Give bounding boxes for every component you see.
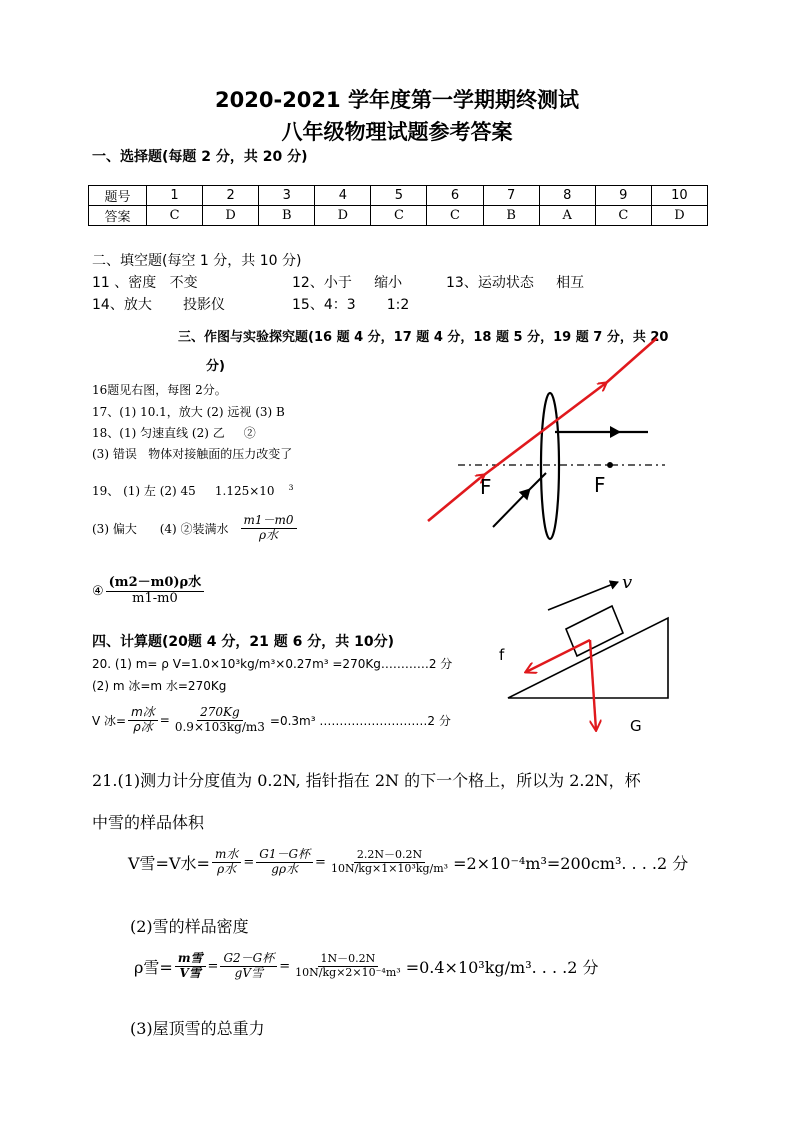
table-cell: C xyxy=(427,206,483,226)
refracted-ray-start xyxy=(428,478,480,521)
fraction-numerator: 270Kg xyxy=(197,706,243,721)
table-cell: B xyxy=(483,206,539,226)
table-row-answers xyxy=(89,206,708,226)
answer-q19b-text: (3) 偏大 (4) ②装满水 xyxy=(92,521,229,536)
table-cell: D xyxy=(651,206,707,226)
table-cell: 1 xyxy=(147,186,203,206)
table-header-answer: 答案 xyxy=(89,206,147,226)
focus-point-right xyxy=(607,462,613,468)
velocity-arrow xyxy=(548,582,618,610)
table-cell: 4 xyxy=(315,186,371,206)
answer-q21a: 21.(1)测力计分度值为 0.2N, 指针指在 2N 的下一个格上，所以为 2.2N，杯 xyxy=(92,771,641,790)
focus-label-right: F xyxy=(594,473,606,497)
answer-q21f: (3)屋顶雪的总重力 xyxy=(130,1019,265,1038)
answer-q21c-lhs: V雪=V水= xyxy=(128,853,210,873)
answer-q21b: 中雪的样品体积 xyxy=(92,813,205,832)
section3-label: 三、作图与实验探究题 xyxy=(178,330,309,345)
fraction-numerator: m1－m0 xyxy=(241,514,297,529)
fraction-q21e-2 xyxy=(220,952,277,981)
answer-q18a: 18、(1) 匀速直线 (2) 乙 ② xyxy=(92,426,256,440)
fraction-numerator: m冰 xyxy=(128,706,158,721)
fraction-denominator: gV雪 xyxy=(234,965,264,980)
section2-heading xyxy=(92,250,301,270)
answer-q20b: (2) m 冰=m 水=270Kg xyxy=(92,679,227,693)
section2-label: 二、填空题 xyxy=(92,253,162,269)
fraction-denominator: 10N/kg×1×10³kg/m³ xyxy=(330,861,449,875)
table-cell: 7 xyxy=(483,186,539,206)
table-row-numbers xyxy=(89,186,708,206)
answer-q15: 15、4：3 1:2 xyxy=(292,297,410,313)
answer-q21e-lhs: ρ雪= xyxy=(134,957,173,977)
answer-q19b xyxy=(92,514,299,543)
section4-heading xyxy=(92,631,394,651)
fraction-denominator: 0.9×103kg/m3 xyxy=(174,719,265,734)
answer-q18b: (3) 错误 物体对接触面的压力改变了 xyxy=(92,447,293,461)
friction-label: f xyxy=(499,646,505,664)
fraction-numerator: G2－G杯 xyxy=(220,952,277,967)
section3-note-cont: 分) xyxy=(206,359,225,374)
answer-q21d: (2)雪的样品密度 xyxy=(130,917,249,936)
table-cell: B xyxy=(259,206,315,226)
table-cell: 2 xyxy=(203,186,259,206)
fraction-q20c-1 xyxy=(128,706,158,735)
answer-q13: 13、运动状态 相互 xyxy=(446,275,585,291)
fraction-q21e-3 xyxy=(292,953,404,979)
black-ray-segment xyxy=(530,473,546,489)
table-cell: 3 xyxy=(259,186,315,206)
answer-q12: 12、小于 缩小 xyxy=(292,275,403,291)
answer-q19a-text: 19、 (1) 左 (2) 45 1.125×10 xyxy=(92,484,275,498)
table-cell: C xyxy=(371,206,427,226)
fraction-q21e-1 xyxy=(175,952,206,981)
answer-q16: 16题见右图，每图 2分。 xyxy=(92,383,227,397)
table-cell: 8 xyxy=(539,186,595,206)
fraction-numerator: m雪 xyxy=(175,952,206,967)
table-cell: A xyxy=(539,206,595,226)
black-ray-to-lens xyxy=(493,489,530,527)
fraction-q19b xyxy=(241,514,297,543)
table-header-number: 题号 xyxy=(89,186,147,206)
emergent-ray xyxy=(606,338,657,383)
answer-q19c xyxy=(92,576,206,607)
fraction-denominator: 10N/kg×2×10⁻⁴m³ xyxy=(295,965,401,979)
section1-label: 一、选择题 xyxy=(92,149,162,165)
fraction-denominator: ρ冰 xyxy=(133,719,153,734)
answer-q19c-prefix: ④ xyxy=(92,583,104,599)
answer-q20c-lhs: V 冰= xyxy=(92,713,127,728)
answer-q21c: V雪=V水= $\frac{\text{m水}}{\text{ρ水}}$ = $\frac{\text{G1－G杯}}{\text{gρ水}}$ = $\frac{2.2N-0.2N}{\text{10N/kg×1×10³kg/m³}}$ =2×10⁻⁴m³=200cm³. . . .2 分 xyxy=(128,847,689,876)
answer-q21c-rhs: =2×10⁻⁴m³=200cm³. . . .2 分 xyxy=(453,853,689,873)
table-cell: 10 xyxy=(651,186,707,206)
page-title: 2020-2021 学年度第一学期期终测试 xyxy=(215,88,579,112)
lens-ray-diagram xyxy=(420,326,690,556)
fraction-q21c-1 xyxy=(212,848,241,877)
answer-q21e: ρ雪= $\frac{\text{m雪}}{\text{V雪}}$ = $\frac{\text{G2－G杯}}{\text{gV雪}}$ = $\frac{1N-0.2N}{\text{10N/kg×2×10⁻⁴m³}}$ =0.4×10³kg/m³. . . .2 分 xyxy=(134,951,599,980)
fraction-numerator: 2.2N－0.2N xyxy=(354,849,425,863)
fraction-q21c-3 xyxy=(328,849,451,875)
table-cell: 5 xyxy=(371,186,427,206)
section1-note: (每题 2 分，共 20 分) xyxy=(162,149,308,165)
table-cell: C xyxy=(147,206,203,226)
gravity-label: G xyxy=(630,717,642,735)
fraction-denominator: ρ水 xyxy=(259,527,279,542)
answer-q19a xyxy=(92,482,294,499)
section4-note: (20题 4 分，21 题 6 分，共 10分) xyxy=(162,634,394,650)
answer-q21e-rhs: =0.4×10³kg/m³. . . .2 分 xyxy=(405,957,599,977)
velocity-label: v xyxy=(622,572,633,593)
answer-q20c: V 冰= $\frac{\text{m冰}}{\text{ρ冰}}$ = $\frac{270Kg}{0.9\times 103kg/m3}$ =0.3m³ ………………………2 分 xyxy=(92,705,451,734)
fraction-q21c-2 xyxy=(256,848,313,877)
table-cell: D xyxy=(315,206,371,226)
answer-table xyxy=(88,185,708,226)
table-cell: 6 xyxy=(427,186,483,206)
answer-q17: 17、(1) 10.1，放大 (2) 远视 (3) B xyxy=(92,405,285,419)
fraction-numerator: G1－G杯 xyxy=(256,848,313,863)
fraction-numerator: m水 xyxy=(212,848,241,863)
table-cell: 9 xyxy=(595,186,651,206)
fraction-q19c xyxy=(106,576,205,607)
incline-force-diagram xyxy=(490,568,680,753)
fraction-numerator: (m2－m0)ρ水 xyxy=(106,576,205,592)
section3-note: (16 题 4 分，17 题 4 分，18 题 5 分，19 题 7 分，共 20 xyxy=(308,330,669,345)
fraction-q20c-2 xyxy=(172,706,268,735)
fraction-denominator: V雪 xyxy=(179,965,201,980)
convex-lens xyxy=(541,393,559,539)
section4-label: 四、计算题 xyxy=(92,634,162,650)
answer-q19a-exponent: 3 xyxy=(288,483,294,492)
answer-q20c-rhs: =0.3m³ ………………………2 分 xyxy=(269,713,451,728)
gravity-arrow xyxy=(590,640,596,730)
fraction-denominator: m1-m0 xyxy=(132,590,178,606)
section2-note: (每空 1 分，共 10 分) xyxy=(162,253,302,269)
table-cell: C xyxy=(595,206,651,226)
focus-label-left: F xyxy=(480,475,492,499)
ray-direction-arrow xyxy=(602,383,606,386)
fraction-numerator: 1N－0.2N xyxy=(318,953,379,967)
fraction-denominator: gρ水 xyxy=(271,861,299,876)
answer-q14: 14、放大 投影仪 xyxy=(92,297,225,313)
section1-heading xyxy=(92,146,308,166)
page-subtitle: 八年级物理试题参考答案 xyxy=(281,120,513,144)
ray-through-lens xyxy=(484,386,602,475)
table-cell: D xyxy=(203,206,259,226)
friction-arrow xyxy=(526,640,590,672)
answer-q11: 11 、密度 不变 xyxy=(92,275,198,291)
fraction-denominator: ρ水 xyxy=(217,861,237,876)
answer-q20a: 20. (1) m= ρ V=1.0×10³kg/m³×0.27m³ =270Kg…………2 分 xyxy=(92,657,453,671)
